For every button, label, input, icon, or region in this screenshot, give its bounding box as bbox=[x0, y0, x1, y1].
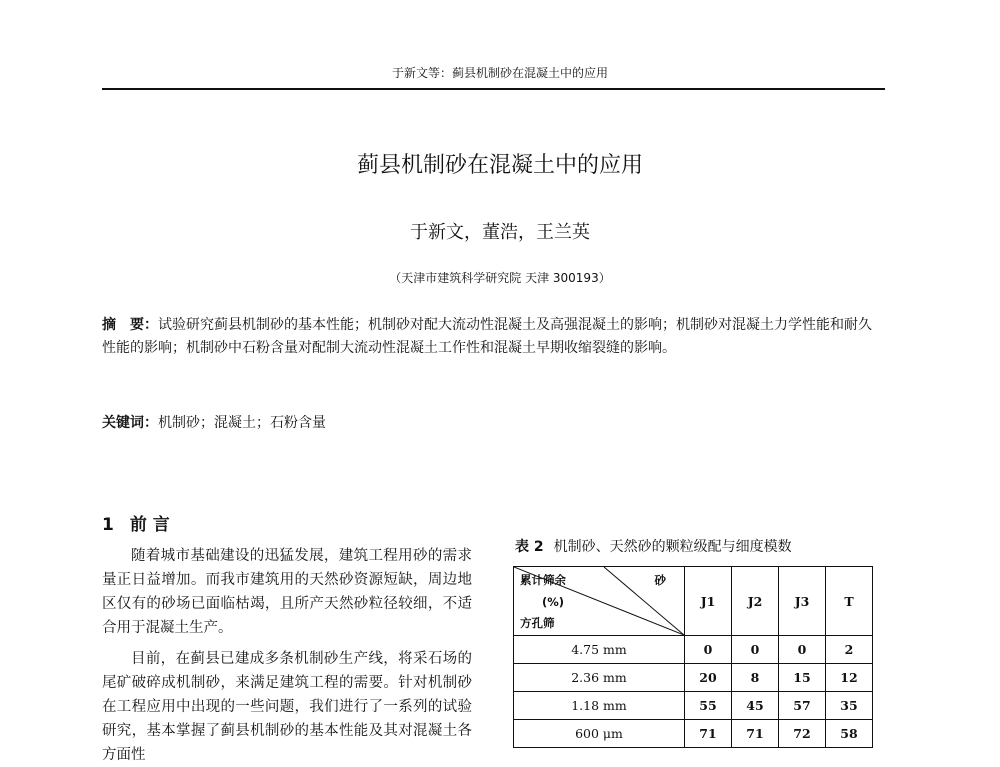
value-cell: 2 bbox=[826, 636, 873, 664]
table-row bbox=[514, 636, 873, 664]
body-paragraph: 目前，在蓟县已建成多条机制砂生产线，将采石场的尾矿破碎成机制砂，来满足建筑工程的需要。针对机制砂在工程应用中出现的一些问题，我们进行了一系列的试验研究，基本掌握了蓟县机制砂的基本性能及其对混凝土各方面性 bbox=[102, 651, 472, 763]
column-header-j2: J2 bbox=[732, 567, 779, 636]
section-heading bbox=[102, 510, 170, 535]
header-percent-label: (%) bbox=[542, 595, 565, 609]
column-header-j1: J1 bbox=[685, 567, 732, 636]
value-cell: 35 bbox=[826, 692, 873, 720]
body-text-column bbox=[102, 544, 472, 767]
body-paragraph: 随着城市基础建设的迅猛发展，建筑工程用砂的需求量正日益增加。而我市建筑用的天然砂资源短缺，周边地区仅有的砂场已面临枯竭，且所产天然砂粒径较细，不适合用于混凝土生产。 bbox=[102, 548, 472, 636]
abstract-text: 试验研究蓟县机制砂的基本性能；机制砂对配大流动性混凝土及高强混凝土的影响；机制砂对混凝土力学性能和耐久性能的影响；机制砂中石粉含量对配制大流动性混凝土工作性和混凝土早期收缩裂缝的影响。 bbox=[102, 317, 872, 356]
header-cumulative-label: 累计筛余 bbox=[520, 573, 566, 587]
column-header-t: T bbox=[826, 567, 873, 636]
value-cell: 72 bbox=[779, 720, 826, 748]
abstract bbox=[102, 314, 885, 360]
header-sieve-label: 方孔筛 bbox=[520, 616, 555, 630]
keywords bbox=[102, 412, 885, 432]
grading-table bbox=[513, 566, 873, 748]
value-cell: 55 bbox=[685, 692, 732, 720]
value-cell: 20 bbox=[685, 664, 732, 692]
table-row bbox=[514, 664, 873, 692]
table-header-row bbox=[514, 567, 873, 636]
running-header: 于新文等：蓟县机制砂在混凝土中的应用 bbox=[391, 66, 608, 80]
sieve-size-cell: 2.36 mm bbox=[514, 664, 685, 692]
table-row bbox=[514, 692, 873, 720]
paper-affiliation: （天津市建筑科学研究院 天津 300193） bbox=[389, 271, 611, 285]
value-cell: 15 bbox=[779, 664, 826, 692]
value-cell: 45 bbox=[732, 692, 779, 720]
keywords-text: 机制砂；混凝土；石粉含量 bbox=[158, 415, 326, 431]
value-cell: 0 bbox=[685, 636, 732, 664]
section-number: 1 bbox=[102, 515, 114, 535]
header-rule bbox=[102, 88, 885, 90]
column-header-j3: J3 bbox=[779, 567, 826, 636]
value-cell: 58 bbox=[826, 720, 873, 748]
table-number: 表 2 bbox=[515, 539, 544, 555]
keywords-label: 关键词： bbox=[102, 415, 158, 431]
sieve-size-cell: 600 μm bbox=[514, 720, 685, 748]
sieve-size-cell: 1.18 mm bbox=[514, 692, 685, 720]
diagonal-header-cell bbox=[514, 567, 685, 636]
value-cell: 0 bbox=[732, 636, 779, 664]
header-sand-label: 砂 bbox=[654, 573, 666, 587]
value-cell: 12 bbox=[826, 664, 873, 692]
value-cell: 57 bbox=[779, 692, 826, 720]
table-caption-text: 机制砂、天然砂的颗粒级配与细度模数 bbox=[553, 539, 792, 555]
paper-authors: 于新文，董浩，王兰英 bbox=[410, 222, 590, 243]
table-row bbox=[514, 720, 873, 748]
value-cell: 71 bbox=[685, 720, 732, 748]
paper-title: 蓟县机制砂在混凝土中的应用 bbox=[356, 153, 643, 178]
sieve-size-cell: 4.75 mm bbox=[514, 636, 685, 664]
section-title: 前 言 bbox=[129, 515, 170, 535]
value-cell: 71 bbox=[732, 720, 779, 748]
table-caption bbox=[515, 536, 885, 556]
abstract-label: 摘 要： bbox=[102, 317, 158, 333]
value-cell: 8 bbox=[732, 664, 779, 692]
value-cell: 0 bbox=[779, 636, 826, 664]
